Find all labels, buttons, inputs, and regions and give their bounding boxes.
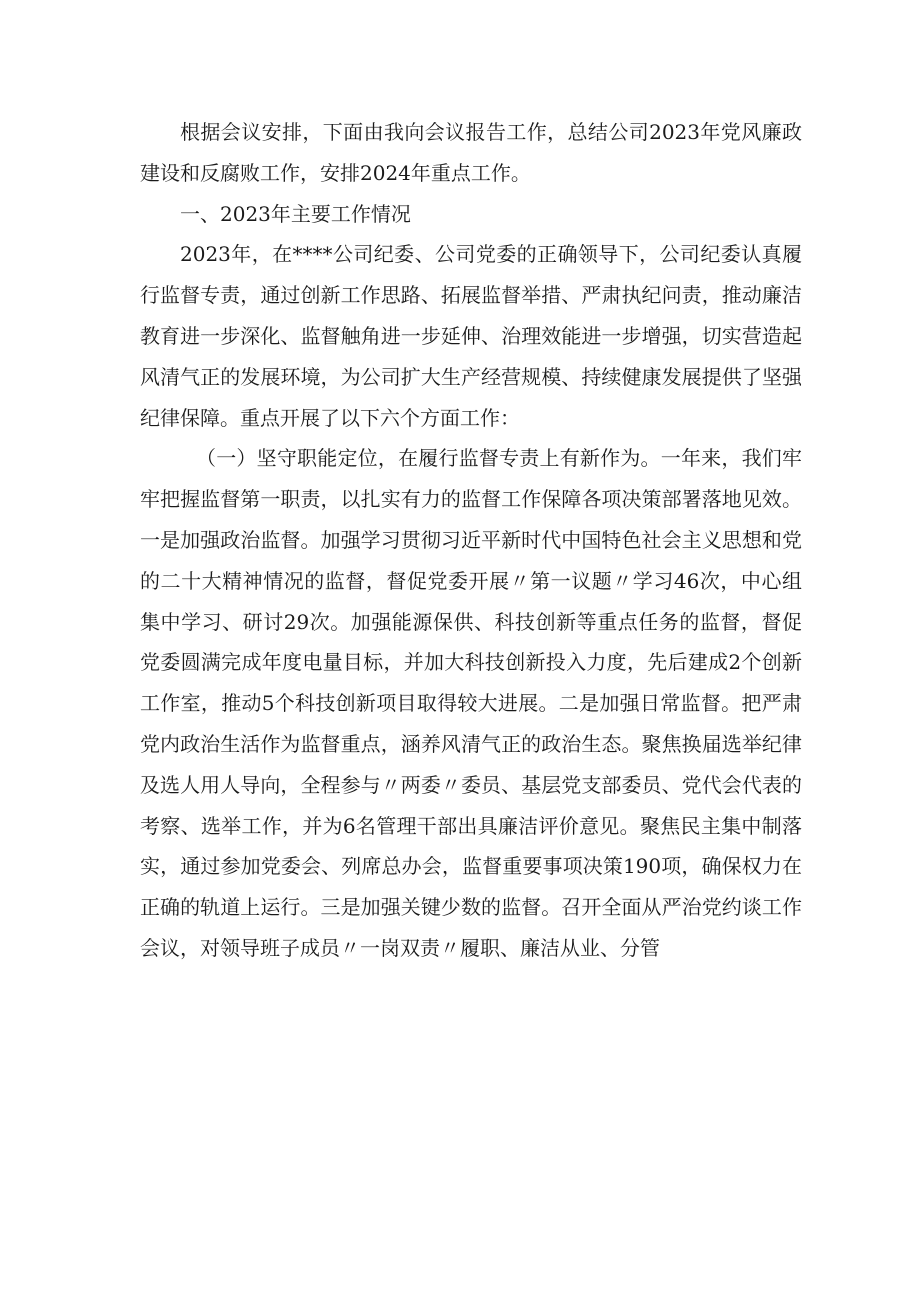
section-paragraph: （一）坚守职能定位，在履行监督专责上有新作为。一年来，我们牢牢把握监督第一职责，以扎实有力的监督工作保障各项决策部署落地见效。一是加强政治监督。加强学习贯彻习近平新时代中国特色社会主义思想和党的二十大精神情况的监督，督促党委开展〃第一议题〃学习46次，中心组集中学习、研讨29次。加强能源保供、科技创新等重点任务的监督，督促党委圆满完成年度电量目标，并加大科技创新投入力度，先后建成2个创新工作室，推动5个科技创新项目取得较大进展。二是加强日常监督。把严肃党内政治生活作为监督重点，涵养风清气正的政治生态。聚焦换届选举纪律及选人用人导向，全程参与〃两委〃委员、基层党支部委员、党代会代表的考察、选举工作，并为6名管理干部出具廉洁评价意见。聚焦民主集中制落实，通过参加党委会、列席总办会，监督重要事项决策190项，确保权力在正确的轨道上运行。三是加强关键少数的监督。召开全面从严治党约谈工作会议，对领导班子成员〃一岗双责〃履职、廉洁从业、分管: [140, 446, 802, 960]
section-heading: 一、2023年主要工作情况: [180, 201, 411, 226]
intro-paragraph: 根据会议安排，下面由我向会议报告工作，总结公司2023年党风廉政建设和反腐败工作，安排2024年重点工作。: [140, 120, 802, 185]
summary-paragraph: 2023年，在****公司纪委、公司党委的正确领导下，公司纪委认真履行监督专责，通过创新工作思路、拓展监督举措、严肃执纪问责，推动廉洁教育进一步深化、监督触角进一步延伸、治理效能进一步增强，切实营造起风清气正的发展环境，为公司扩大生产经营规模、持续健康发展提供了坚强纪律保障。重点开展了以下六个方面工作：: [140, 242, 802, 430]
document-body: [140, 112, 802, 969]
